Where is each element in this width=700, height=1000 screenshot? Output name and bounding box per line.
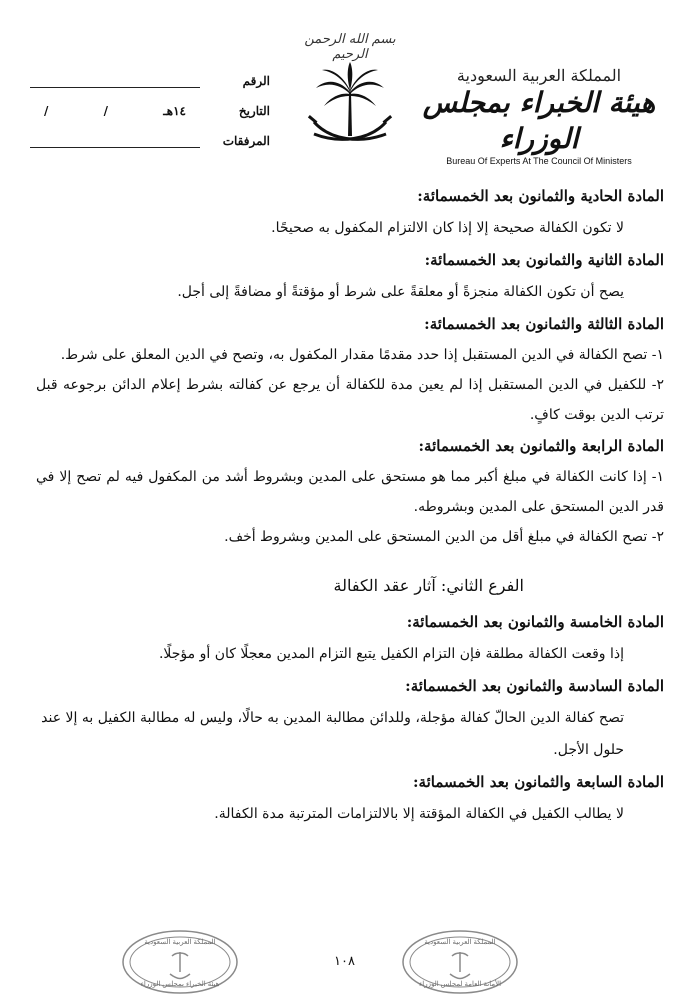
branch-title: الفرع الثاني: آثار عقد الكفالة	[333, 576, 524, 595]
article	[36, 244, 664, 308]
article-clause: ٢- تصح الكفالة في مبلغ أقل من الدين المستحق على المدين وبشروط أخف.	[224, 529, 664, 545]
article-paragraph: لا يطالب الكفيل في الكفالة المؤقتة إلا بالالتزامات المترتبة مدة الكفالة.	[214, 806, 624, 822]
article-paragraph: لا تكون الكفالة صحيحة إلا إذا كان الالتزام المكفول به صحيحًا.	[271, 220, 624, 236]
date-separator: /	[103, 104, 109, 118]
attachments-row	[30, 126, 270, 156]
article-title: المادة الثانية والثمانون بعد الخمسمائة:	[424, 251, 664, 269]
basmala: بسم الله الرحمن الرحيم	[304, 32, 396, 62]
article-title: المادة السادسة والثمانون بعد الخمسمائة:	[405, 677, 664, 695]
article	[36, 766, 664, 830]
date-row	[30, 96, 270, 126]
article-paragraph: إذا وقعت الكفالة مطلقة فإن التزام الكفيل يتبع التزام المدين معجلًا كان أو مؤجلًا.	[158, 646, 624, 662]
organization-logo	[414, 66, 664, 166]
palm-swords-emblem-icon	[300, 48, 400, 158]
article-clause: ١- تصح الكفالة في الدين المستقبل إذا حدد مقدمًا مقدار المكفول به، وتصح في الدين المعلق على شرط.	[60, 347, 664, 363]
date-separator: /	[44, 104, 49, 118]
official-seal-left	[120, 928, 240, 996]
document-body	[36, 180, 664, 830]
article-title: المادة الرابعة والثمانون بعد الخمسمائة:	[418, 437, 664, 455]
date-label: التاريخ	[238, 104, 270, 118]
org-name-english: Bureau Of Experts At The Council Of Ministers	[446, 155, 632, 166]
articles-section-1	[36, 180, 664, 552]
article	[36, 606, 664, 670]
seal-right-line-2: الأمانة العامة لمجلس الوزراء	[418, 981, 502, 988]
article	[36, 180, 664, 244]
article-title: المادة الثالثة والثمانون بعد الخمسمائة:	[424, 315, 664, 333]
attachments-line	[30, 135, 200, 148]
article-title: المادة السابعة والثمانون بعد الخمسمائة:	[413, 773, 664, 791]
article-paragraph: تصح كفالة الدين الحالّ كفالة مؤجلة، وللدائن مطالبة المدين به حالًا، وليس له مطالبة الكفيل به إلا عند حلول الأجل.	[41, 710, 624, 758]
org-name: هيئة الخبراء بمجلس الوزراء	[422, 86, 656, 156]
article-title: المادة الخامسة والثمانون بعد الخمسمائة:	[406, 613, 664, 631]
attachments-label: المرفقات	[222, 134, 270, 148]
article	[36, 308, 664, 430]
articles-section-2	[36, 606, 664, 830]
seal-right-line-1: المملكة العربية السعودية	[424, 939, 496, 946]
article	[36, 430, 664, 552]
org-country: المملكة العربية السعودية	[456, 66, 622, 85]
date-year-suffix: ١٤هـ	[163, 104, 186, 118]
article-title: المادة الحادية والثمانون بعد الخمسمائة:	[417, 187, 664, 205]
reference-block	[30, 66, 270, 156]
seal-left-line-2: هيئة الخبراء بمجلس الوزراء	[140, 981, 220, 988]
seal-left-line-1: المملكة العربية السعودية	[144, 939, 216, 946]
official-seal-right	[400, 928, 520, 996]
number-label: الرقم	[242, 74, 270, 88]
article	[36, 670, 664, 766]
number-line	[30, 75, 200, 88]
date-value	[30, 104, 200, 118]
article-clause: ٢- للكفيل في الدين المستقبل إذا لم يعين مدة للكفالة أن يرجع عن كفالته بشرط إعلام الدائن برجوعه قبل ترتب الدين بوقت كافٍ.	[36, 377, 664, 423]
number-row	[30, 66, 270, 96]
article-clause: ١- إذا كانت الكفالة في مبلغ أكبر مما هو مستحق على المدين وبشروط أشد من المكفول فيه لم تصح إلا في قدر الدين المستحق على المدين وبشروطه.	[36, 469, 664, 515]
article-paragraph: يصح أن تكون الكفالة منجزةً أو معلقةً على شرط أو مؤقتةً أو مضافةً إلى أجل.	[177, 284, 624, 300]
page-number: ١٠٨	[334, 954, 355, 969]
